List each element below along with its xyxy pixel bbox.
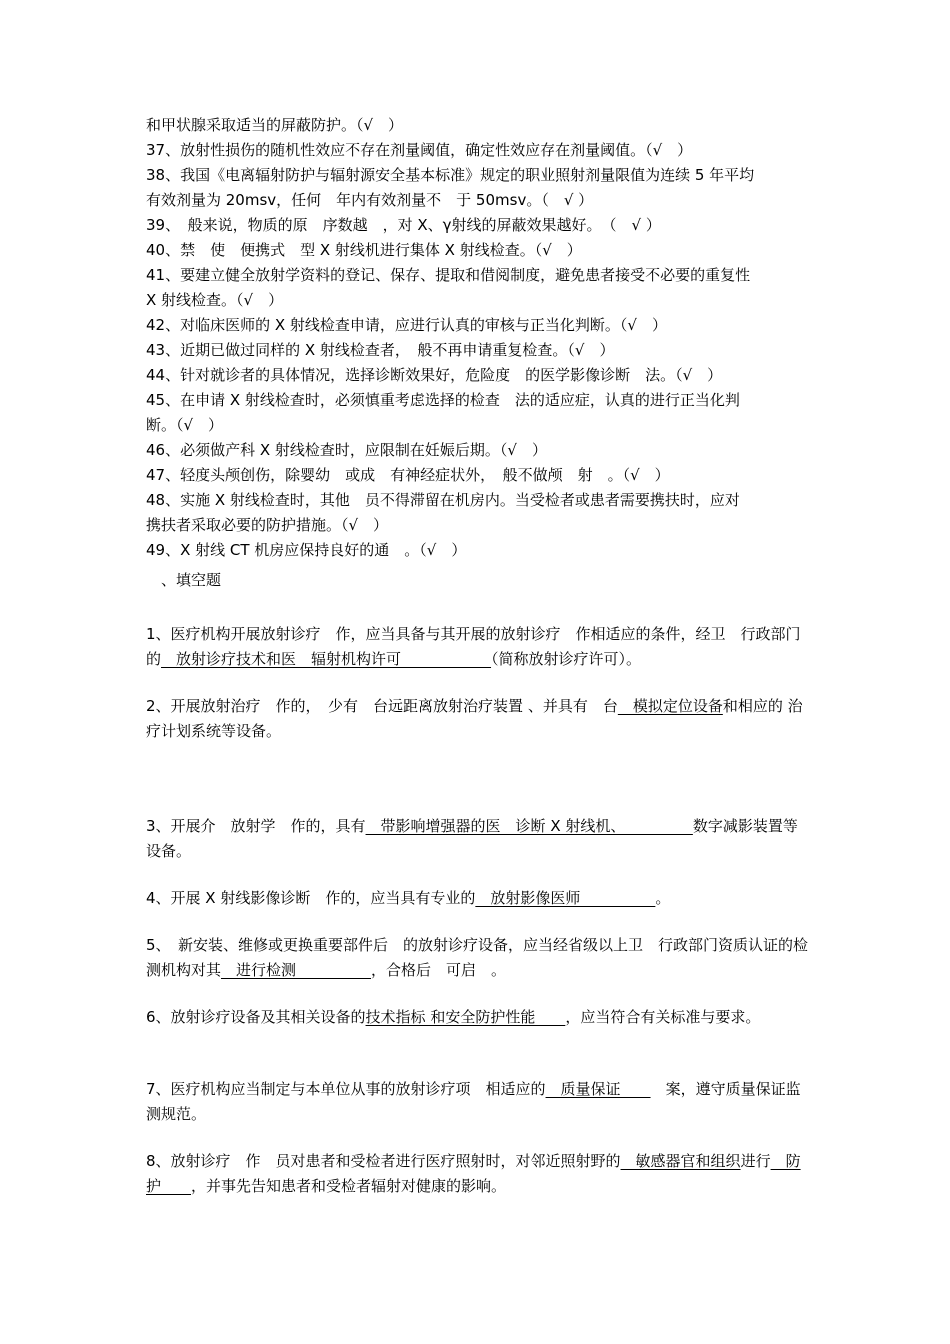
tf-line: 断。（√ ） [146, 416, 224, 434]
tf-line: 40、禁 使 便携式 型 X 射线机进行集体 X 射线检查。（√ ） [146, 241, 582, 259]
answer-blank: 放射影像医师 [475, 889, 656, 907]
tf-line: 有效剂量为 20msv，任何 年内有效剂量不 于 50msv。（ √ ） [146, 191, 594, 209]
fill-question-3 [146, 814, 811, 864]
section-title: 、填空题 [146, 571, 222, 589]
question-text: 2、开展放射治疗 作的， 少有 台远距离放射治疗装置 、并具有 台 [146, 697, 618, 715]
fill-question-8 [146, 1149, 811, 1199]
fill-question-7 [146, 1077, 811, 1127]
answer-blank: 技术指标 和安全防护性能 [365, 1008, 566, 1026]
fill-question-5 [146, 933, 811, 983]
tf-line: 41、要建立健全放射学资料的登记、保存、提取和借阅制度，避免患者接受不必要的重复性 [146, 266, 751, 284]
question-text: 5、 新安装、维修或更换重要部件后 的放射诊疗设备，应当经省级以上卫 行政部门资质认证的检测机构对其 [146, 936, 809, 979]
question-text: 6、放射诊疗设备及其相关设备的 [146, 1008, 366, 1026]
question-text: ，合格后 可启 。 [371, 961, 507, 979]
tf-line: 45、在申请 X 射线检查时，必须慎重考虑选择的检查 法的适应症，认真的进行正当化判 [146, 391, 740, 409]
tf-line: 47、轻度头颅创伤，除婴幼 或成 有神经症状外， 般不做颅 射 。（√ ） [146, 466, 670, 484]
tf-line: 48、实施 X 射线检查时，其他 员不得滞留在机房内。当受检者或患者需要携扶时，应对 [146, 491, 740, 509]
question-text: 和相应的 治疗计划系统等设备。 [146, 697, 803, 740]
fill-question-2 [146, 694, 811, 744]
tf-line: 38、我国《电离辐射防护与辐射源安全基本标准》规定的职业照射剂量限值为连续 5 年平均 [146, 166, 755, 184]
question-text: 数字减影装置等设备。 [146, 817, 798, 860]
tf-line: 43、近期已做过同样的 X 射线检查者， 般不再申请重复检查。（√ ） [146, 341, 615, 359]
tf-line: 42、对临床医师的 X 射线检查申请，应进行认真的审核与正当化判断。（√ ） [146, 316, 667, 334]
tf-line: X 射线检查。（√ ） [146, 291, 284, 309]
tf-line: 44、针对就诊者的具体情况，选择诊断效果好，危险度 的医学影像诊断 法。（√ ） [146, 366, 723, 384]
question-text: （简称放射诊疗许可）。 [491, 650, 642, 668]
question-text: 案，遵守质量保证监测规范。 [146, 1080, 801, 1123]
question-text: 1、医疗机构开展放射诊疗 作，应当具备与其开展的放射诊疗 作相适应的条件，经卫 行政部门的 [146, 625, 801, 668]
answer-blank: 防护 [146, 1152, 801, 1195]
question-text: ，应当符合有关标准与要求。 [565, 1008, 761, 1026]
answer-blank: 进行检测 [221, 961, 372, 979]
fill-question-6 [146, 1005, 811, 1030]
question-text: 3、开展介 放射学 作的，具有 [146, 817, 366, 835]
fill-question-4 [146, 886, 811, 911]
tf-line: 和甲状腺采取适当的屏蔽防护。（√ ） [146, 116, 404, 134]
answer-blank: 带影响增强器的医 诊断 X 射线机、 [365, 817, 693, 835]
question-text: ，并事先告知患者和受检者辐射对健康的影响。 [191, 1177, 507, 1195]
question-text: 4、开展 X 射线影像诊断 作的，应当具有专业的 [146, 889, 476, 907]
answer-blank: 模拟定位设备 [617, 697, 723, 715]
fill-question-1 [146, 622, 811, 672]
answer-blank: 敏感器官和组织 [620, 1152, 741, 1170]
tf-line: 49、X 射线 CT 机房应保持良好的通 。（√ ） [146, 541, 467, 559]
question-text: 7、医疗机构应当制定与本单位从事的放射诊疗项 相适应的 [146, 1080, 546, 1098]
tf-line: 39、 般来说，物质的原 序数越 ，对 X、γ射线的屏蔽效果越好。 （ √ ） [146, 216, 661, 234]
question-text: 。 [655, 889, 671, 907]
tf-line: 46、必须做产科 X 射线检查时，应限制在妊娠后期。（√ ） [146, 441, 547, 459]
answer-blank: 质量保证 [545, 1080, 651, 1098]
question-text: 8、放射诊疗 作 员对患者和受检者进行医疗照射时，对邻近照射野的 [146, 1152, 621, 1170]
tf-line: 携扶者采取必要的防护措施。（√ ） [146, 516, 389, 534]
tf-line: 37、放射性损伤的随机性效应不存在剂量阈值，确定性效应存在剂量阈值。（√ ） [146, 141, 693, 159]
question-text: 进行 [740, 1152, 771, 1170]
answer-blank: 放射诊疗技术和医 辐射机构许可 [161, 650, 492, 668]
